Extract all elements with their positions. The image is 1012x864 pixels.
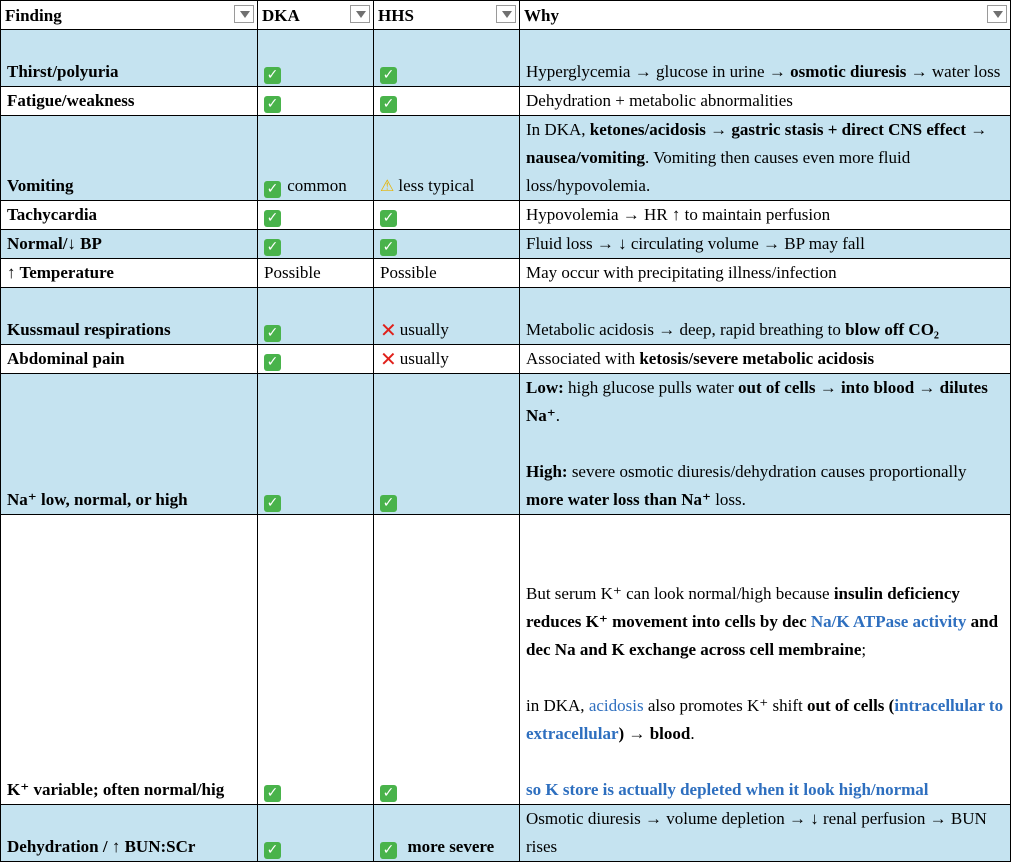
check-icon: ✓ bbox=[264, 785, 281, 802]
table-row bbox=[1, 374, 1011, 515]
check-icon: ✓ bbox=[380, 495, 397, 512]
dropdown-arrow-icon[interactable] bbox=[350, 5, 370, 23]
finding-cell: Na⁺ low, normal, or high bbox=[1, 374, 258, 515]
check-icon: ✓ bbox=[264, 210, 281, 227]
why-cell: Hypovolemia → HR ↑ to maintain perfusion bbox=[520, 201, 1011, 230]
header-row bbox=[1, 1, 1011, 30]
hhs-cell: ⚠ less typical bbox=[374, 116, 520, 201]
dka-cell bbox=[258, 288, 374, 345]
header-why[interactable]: Why bbox=[520, 1, 1011, 30]
hhs-cell bbox=[374, 515, 520, 805]
finding-cell: Dehydration / ↑ BUN:SCr bbox=[1, 805, 258, 862]
why-cell: In DKA, ketones/acidosis → gastric stasis + direct CNS effect → nausea/vomiting. Vomiting then causes even more fluid loss/hypovolemia. bbox=[520, 116, 1011, 201]
finding-cell: Tachycardia bbox=[1, 201, 258, 230]
check-icon: ✓ bbox=[264, 181, 281, 198]
dka-cell bbox=[258, 30, 374, 87]
table-row bbox=[1, 259, 1011, 288]
check-icon: ✓ bbox=[380, 96, 397, 113]
why-cell: Dehydration + metabolic abnormalities bbox=[520, 87, 1011, 116]
why-cell: Fluid loss → ↓ circulating volume → BP may fall bbox=[520, 230, 1011, 259]
dka-cell bbox=[258, 345, 374, 374]
check-icon: ✓ bbox=[264, 67, 281, 84]
finding-cell: Kussmaul respirations bbox=[1, 288, 258, 345]
dka-cell bbox=[258, 201, 374, 230]
header-finding[interactable]: Finding bbox=[1, 1, 258, 30]
check-icon: ✓ bbox=[264, 325, 281, 342]
check-icon: ✓ bbox=[380, 210, 397, 227]
why-cell: Associated with ketosis/severe metabolic acidosis bbox=[520, 345, 1011, 374]
table-row bbox=[1, 288, 1011, 345]
check-icon: ✓ bbox=[380, 785, 397, 802]
hhs-cell bbox=[374, 374, 520, 515]
dka-cell bbox=[258, 87, 374, 116]
table-row bbox=[1, 345, 1011, 374]
why-cell: May occur with precipitating illness/infection bbox=[520, 259, 1011, 288]
check-icon: ✓ bbox=[264, 495, 281, 512]
hhs-cell: ✕ usually bbox=[374, 345, 520, 374]
finding-cell: K⁺ variable; often normal/hig bbox=[1, 515, 258, 805]
check-icon: ✓ bbox=[380, 239, 397, 256]
table-row bbox=[1, 87, 1011, 116]
why-cell: Hyperglycemia → glucose in urine → osmotic diuresis → water loss bbox=[520, 30, 1011, 87]
hhs-cell bbox=[374, 201, 520, 230]
check-icon: ✓ bbox=[380, 67, 397, 84]
check-icon: ✓ bbox=[264, 842, 281, 859]
check-icon: ✓ bbox=[380, 842, 397, 859]
check-icon: ✓ bbox=[264, 239, 281, 256]
table-row bbox=[1, 230, 1011, 259]
hhs-cell: Possible bbox=[374, 259, 520, 288]
table-row bbox=[1, 30, 1011, 87]
why-cell: But serum K⁺ can look normal/high because insulin deficiency reduces K⁺ movement into cells by dec Na/K ATPase activity and dec Na and K exchange across cell membraine; in DKA, acidosis also promotes K⁺ shift out of cells (intracellular to extracellular) → blood. so K store is actually depleted when it look high/normal bbox=[520, 515, 1011, 805]
dropdown-arrow-icon[interactable] bbox=[496, 5, 516, 23]
why-cell: Osmotic diuresis → volume depletion → ↓ renal perfusion → BUN rises bbox=[520, 805, 1011, 862]
table-row bbox=[1, 805, 1011, 862]
hhs-cell bbox=[374, 87, 520, 116]
why-cell: Low: high glucose pulls water out of cells → into blood → dilutes Na⁺. High: severe osmotic diuresis/dehydration causes proportionally more water loss than Na⁺ loss. bbox=[520, 374, 1011, 515]
why-cell: Metabolic acidosis → deep, rapid breathing to blow off CO₂ bbox=[520, 288, 1011, 345]
check-icon: ✓ bbox=[264, 96, 281, 113]
header-hhs[interactable]: HHS bbox=[374, 1, 520, 30]
finding-cell: Fatigue/weakness bbox=[1, 87, 258, 116]
finding-cell: Thirst/polyuria bbox=[1, 30, 258, 87]
dka-cell: ✓ common bbox=[258, 116, 374, 201]
table-row bbox=[1, 515, 1011, 805]
table-row bbox=[1, 201, 1011, 230]
dka-cell bbox=[258, 374, 374, 515]
hhs-cell: ✓ more severe bbox=[374, 805, 520, 862]
finding-cell: Vomiting bbox=[1, 116, 258, 201]
hhs-cell bbox=[374, 30, 520, 87]
x-icon: ✕ bbox=[380, 347, 397, 371]
x-icon: ✕ bbox=[380, 318, 397, 342]
finding-cell: Normal/↓ BP bbox=[1, 230, 258, 259]
dropdown-arrow-icon[interactable] bbox=[987, 5, 1007, 23]
dka-cell bbox=[258, 805, 374, 862]
finding-cell: ↑ Temperature bbox=[1, 259, 258, 288]
finding-cell: Abdominal pain bbox=[1, 345, 258, 374]
hhs-cell bbox=[374, 230, 520, 259]
dka-cell: Possible bbox=[258, 259, 374, 288]
table-row bbox=[1, 116, 1011, 201]
dka-cell bbox=[258, 515, 374, 805]
header-dka[interactable]: DKA bbox=[258, 1, 374, 30]
dropdown-arrow-icon[interactable] bbox=[234, 5, 254, 23]
hhs-cell: ✕ usually bbox=[374, 288, 520, 345]
check-icon: ✓ bbox=[264, 354, 281, 371]
warning-icon: ⚠ bbox=[380, 176, 395, 195]
dka-cell bbox=[258, 230, 374, 259]
